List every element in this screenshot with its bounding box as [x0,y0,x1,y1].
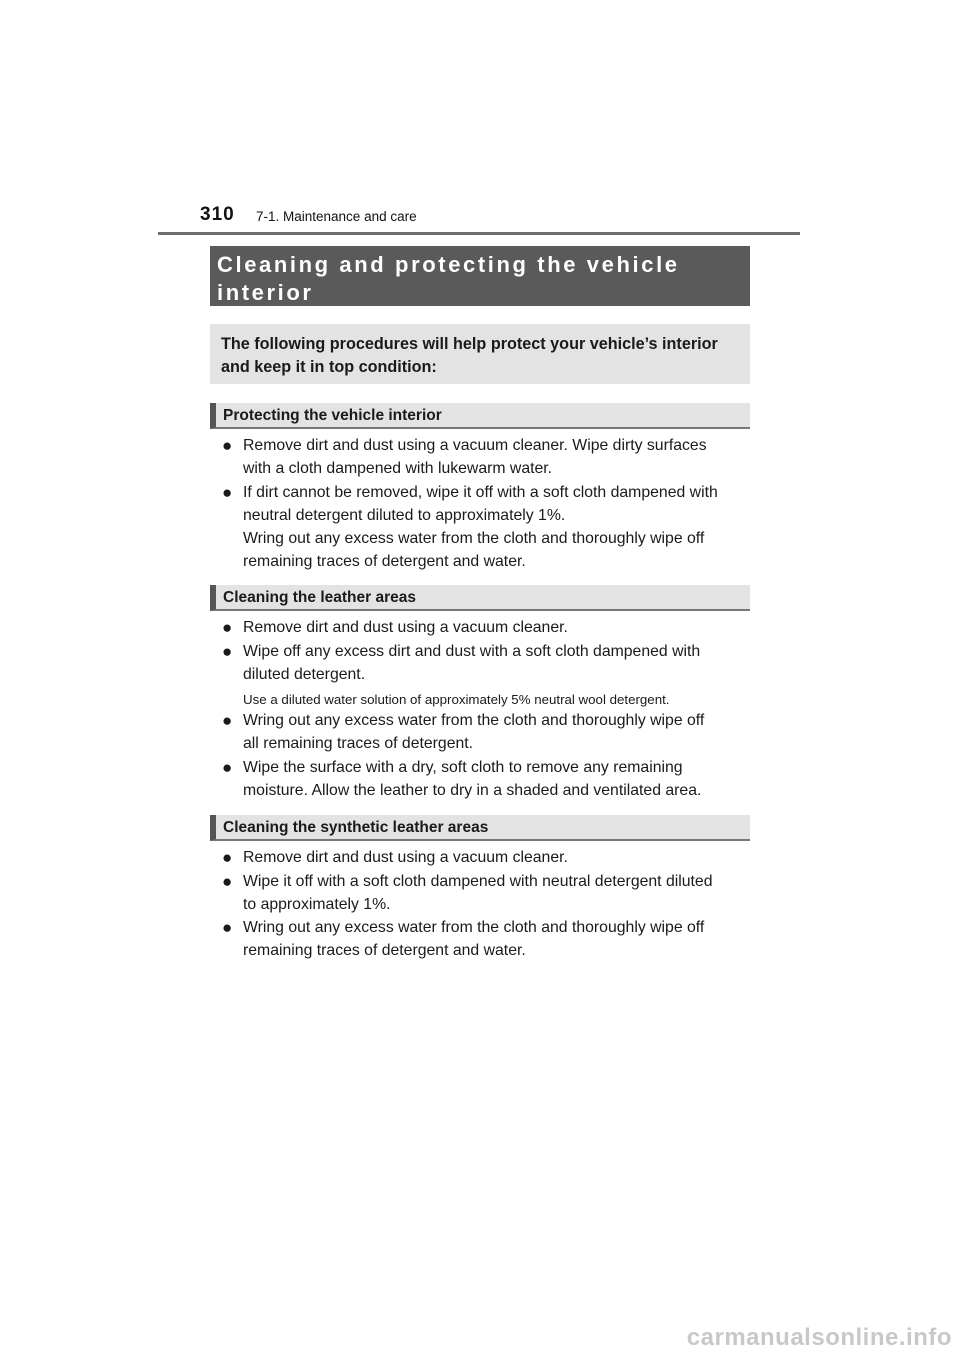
bullet-icon: ● [222,758,233,777]
section-title: Cleaning the leather areas [223,589,416,606]
bullet-icon: ● [222,848,233,867]
text-line: Wring out any excess water from the cloth and thoroughly wipe off [243,712,705,729]
bullet-icon: ● [222,618,233,637]
list-item-text [243,481,745,573]
list-item [222,640,745,686]
text-line: Wipe the surface with a dry, soft cloth to remove any remaining [243,759,683,776]
list-item [222,846,745,869]
watermark: carmanualsonline.info [686,1324,952,1351]
text-line: remaining traces of detergent and water. [243,553,526,570]
text-line: If dirt cannot be removed, wipe it off with a soft cloth dampened with [243,484,718,501]
text-line: all remaining traces of detergent. [243,735,474,752]
text-line: moisture. Allow the leather to dry in a shaded and ventilated area. [243,782,702,799]
text-line: to approximately 1%. [243,896,391,913]
intro-line-2: and keep it in top condition: [221,358,437,376]
text-line: Remove dirt and dust using a vacuum cleaner. Wipe dirty surfaces [243,437,707,454]
list-item [222,756,745,802]
text-line: Remove dirt and dust using a vacuum cleaner. [243,619,568,636]
text-line: Wipe it off with a soft cloth dampened with neutral detergent diluted [243,873,713,890]
text-line: Wipe off any excess dirt and dust with a soft cloth dampened with [243,643,701,660]
page-title-line-2: interior [217,280,314,305]
section-title: Protecting the vehicle interior [223,407,442,424]
list-item-text [243,434,745,480]
section-breadcrumb: 7-1. Maintenance and care [256,209,417,224]
list-item-text [243,870,745,916]
list-item-text [243,846,745,869]
list-item [222,616,745,639]
note-text: Use a diluted water solution of approximately 5% neutral wool detergent. [243,692,670,707]
bullet-icon: ● [222,918,233,937]
section-header-synthetic-leather [210,815,750,841]
page-title-bar [210,246,750,306]
list-item [222,434,745,480]
list-item [222,709,745,755]
list-item [222,916,745,962]
text-line: Remove dirt and dust using a vacuum cleaner. [243,849,568,866]
text-line: with a cloth dampened with lukewarm water. [243,460,553,477]
header-divider [158,232,800,235]
list-item-text [243,756,745,802]
list-item-text [243,616,745,639]
section-title: Cleaning the synthetic leather areas [223,819,489,836]
list-item-text [243,709,745,755]
intro-box [210,324,750,384]
text-line: Wring out any excess water from the cloth and thoroughly wipe off [243,530,705,547]
list-item [222,481,745,573]
page-number: 310 [200,204,235,225]
bullet-icon: ● [222,872,233,891]
text-line: remaining traces of detergent and water. [243,942,526,959]
bullet-icon: ● [222,711,233,730]
page-title-line-1: Cleaning and protecting the vehicle [217,252,680,277]
text-line: neutral detergent diluted to approximately 1%. [243,507,566,524]
list-item [222,870,745,916]
section-header-protecting-interior [210,403,750,429]
intro-line-1: The following procedures will help protect your vehicle’s interior [221,335,718,353]
bullet-icon: ● [222,436,233,455]
list-item-text [243,640,745,686]
section-header-leather-areas [210,585,750,611]
text-line: diluted detergent. [243,666,366,683]
bullet-icon: ● [222,483,233,502]
list-item-text [243,916,745,962]
text-line: Wring out any excess water from the cloth and thoroughly wipe off [243,919,705,936]
bullet-icon: ● [222,642,233,661]
